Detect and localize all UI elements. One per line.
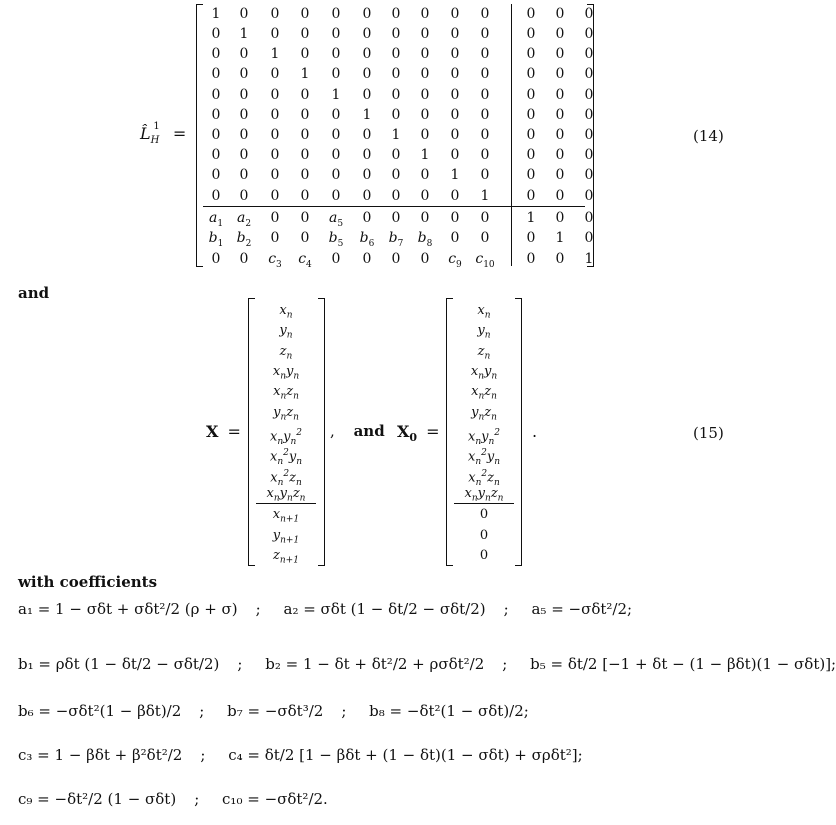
matrix-cell: 0 bbox=[211, 107, 221, 123]
matrix-cell: 1 bbox=[555, 230, 565, 246]
matrix-cell: 0 bbox=[480, 6, 490, 22]
period: . bbox=[532, 422, 538, 441]
matrix-cell: 0 bbox=[391, 210, 401, 226]
matrix-cell: 0 bbox=[480, 66, 490, 82]
matrix-cell: $b_1$ bbox=[208, 230, 224, 249]
matrix-cell: 0 bbox=[391, 167, 401, 183]
matrix-cell: 0 bbox=[420, 26, 430, 42]
matrix-cell: 0 bbox=[480, 167, 490, 183]
coef-line-1: a₁ = 1 − σδt + σδt²/2 (ρ + σ) ; a₂ = σδt (1 − δt/2 − σδt/2) ; a₅ = −σδt²/2; bbox=[18, 600, 633, 618]
matrix-cell: 0 bbox=[420, 127, 430, 143]
coef-c4: c₄ = δt/2 [1 − βδt + (1 − δt)(1 − σδt) + σρδt²]; bbox=[228, 746, 583, 764]
matrix-cell: 1 bbox=[480, 188, 490, 204]
matrix-cell: 0 bbox=[300, 6, 310, 22]
matrix-cell: 0 bbox=[526, 6, 536, 22]
matrix-cell: 0 bbox=[331, 188, 341, 204]
matrix-cell: 0 bbox=[420, 46, 430, 62]
coefficients-heading: with coefficients bbox=[18, 573, 158, 591]
matrix-cell: 0 bbox=[450, 66, 460, 82]
vector-entry: $y_n$ bbox=[279, 323, 293, 341]
vector-entry: $x_nz_n$ bbox=[471, 384, 497, 402]
matrix-cell: 0 bbox=[331, 46, 341, 62]
matrix-cell: 0 bbox=[270, 230, 280, 246]
coef-b8: b₈ = −δt²(1 − σδt)/2; bbox=[369, 702, 529, 720]
matrix-cell: 0 bbox=[450, 87, 460, 103]
matrix-cell: 0 bbox=[362, 26, 372, 42]
matrix-cell: $a_2$ bbox=[236, 210, 252, 229]
matrix-cell: 1 bbox=[526, 210, 536, 226]
matrix-left-bracket bbox=[196, 4, 203, 267]
matrix-cell: 0 bbox=[391, 26, 401, 42]
matrix-cell: 0 bbox=[239, 251, 249, 267]
matrix-cell: 0 bbox=[391, 87, 401, 103]
matrix-cell: 0 bbox=[584, 188, 594, 204]
coef-line-5: c₉ = −δt²/2 (1 − σδt) ; c₁₀ = −σδt²/2. bbox=[18, 790, 328, 808]
matrix-cell: 0 bbox=[300, 87, 310, 103]
matrix-cell: 0 bbox=[270, 167, 280, 183]
matrix-cell: 0 bbox=[270, 147, 280, 163]
matrix-cell: 0 bbox=[239, 87, 249, 103]
matrix-cell: 0 bbox=[420, 87, 430, 103]
coef-b7: b₇ = −σδt³/2 bbox=[227, 702, 324, 720]
matrix-cell: 0 bbox=[300, 46, 310, 62]
comma: , bbox=[330, 422, 335, 440]
matrix-cell: 0 bbox=[300, 167, 310, 183]
matrix-cell: 0 bbox=[270, 87, 280, 103]
vector-entry: $y_{n+1}$ bbox=[272, 528, 300, 546]
matrix-cell: 1 bbox=[450, 167, 460, 183]
x0-subscript: 0 bbox=[409, 431, 418, 445]
lhs-superscript: 1 bbox=[153, 120, 160, 132]
coef-b2: b₂ = 1 − δt + δt²/2 + ρσδt²/2 bbox=[265, 655, 485, 673]
x0-equals: = bbox=[426, 422, 440, 441]
matrix-cell: 0 bbox=[362, 210, 372, 226]
matrix-cell: 0 bbox=[480, 46, 490, 62]
matrix-cell: 0 bbox=[526, 167, 536, 183]
matrix-cell: 0 bbox=[555, 210, 565, 226]
vector-entry: $x_ny_nz_n$ bbox=[266, 486, 306, 504]
matrix-cell: $b_6$ bbox=[359, 230, 375, 249]
coef-a1: a₁ = 1 − σδt + σδt²/2 (ρ + σ) bbox=[18, 600, 238, 618]
matrix-cell: 0 bbox=[239, 127, 249, 143]
matrix-cell: 0 bbox=[270, 66, 280, 82]
matrix-cell: 0 bbox=[584, 147, 594, 163]
matrix-cell: 0 bbox=[526, 46, 536, 62]
middle-connector bbox=[330, 422, 385, 440]
matrix-cell: 0 bbox=[526, 188, 536, 204]
x-equals: = bbox=[227, 422, 241, 441]
matrix-cell: 0 bbox=[331, 167, 341, 183]
vector-entry: $x_n$ bbox=[279, 303, 293, 321]
matrix-cell: 1 bbox=[391, 127, 401, 143]
matrix-cell: 1 bbox=[420, 147, 430, 163]
matrix-cell: $b_7$ bbox=[388, 230, 404, 249]
x0-vector-label bbox=[397, 422, 440, 444]
vector-entry: $x_ny_n$ bbox=[272, 364, 300, 382]
matrix-cell: 1 bbox=[362, 107, 372, 123]
matrix-cell: 0 bbox=[555, 66, 565, 82]
matrix-cell: 0 bbox=[420, 251, 430, 267]
x-symbol: X bbox=[206, 422, 219, 441]
matrix-cell: 0 bbox=[331, 251, 341, 267]
vector-entry: $x_ny_n$ bbox=[470, 364, 498, 382]
coef-a2: a₂ = σδt (1 − δt/2 − σδt/2) bbox=[283, 600, 486, 618]
vector-entry: $x_ny_nz_n$ bbox=[464, 486, 504, 504]
matrix-cell: 0 bbox=[391, 66, 401, 82]
vector-entry: $y_nz_n$ bbox=[273, 405, 299, 423]
matrix-cell: 0 bbox=[331, 147, 341, 163]
matrix-cell: 0 bbox=[300, 188, 310, 204]
matrix-cell: 0 bbox=[270, 107, 280, 123]
coef-line-4: c₃ = 1 − βδt + β²δt²/2 ; c₄ = δt/2 [1 − βδt + (1 − δt)(1 − σδt) + σρδt²]; bbox=[18, 746, 583, 764]
matrix-cell: 0 bbox=[584, 46, 594, 62]
matrix-cell: 0 bbox=[211, 167, 221, 183]
matrix-cell: $a_1$ bbox=[208, 210, 224, 229]
matrix-cell: 0 bbox=[362, 87, 372, 103]
matrix-cell: 0 bbox=[391, 46, 401, 62]
and-text: and bbox=[18, 284, 50, 302]
matrix-cell: 0 bbox=[555, 46, 565, 62]
matrix-cell: 0 bbox=[391, 251, 401, 267]
x0-symbol: X bbox=[397, 422, 410, 441]
matrix-cell: 0 bbox=[420, 107, 430, 123]
matrix-cell: 0 bbox=[362, 66, 372, 82]
coef-c10: c₁₀ = −σδt²/2. bbox=[222, 790, 328, 808]
matrix-cell: 0 bbox=[480, 87, 490, 103]
equation-number-15: (15) bbox=[693, 424, 724, 442]
matrix-cell: 0 bbox=[300, 127, 310, 143]
matrix-cell: 0 bbox=[211, 147, 221, 163]
matrix-horizontal-divider bbox=[203, 206, 585, 207]
matrix-cell: 0 bbox=[211, 188, 221, 204]
matrix-cell: 0 bbox=[331, 6, 341, 22]
vector-entry: $y_nz_n$ bbox=[471, 405, 497, 423]
matrix-lhs bbox=[140, 120, 187, 147]
matrix-cell: 0 bbox=[362, 188, 372, 204]
matrix-cell: 1 bbox=[584, 251, 594, 267]
matrix-cell: 0 bbox=[420, 167, 430, 183]
matrix-cell: 0 bbox=[300, 210, 310, 226]
coef-b6: b₆ = −σδt²(1 − βδt)/2 bbox=[18, 702, 182, 720]
matrix-cell: 0 bbox=[584, 230, 594, 246]
vector-entry: $x_n^2z_n$ bbox=[270, 469, 302, 488]
x-vector-right-bracket bbox=[318, 298, 325, 566]
matrix-cell: 0 bbox=[239, 167, 249, 183]
coef-line-2: b₁ = ρδt (1 − δt/2 − σδt/2) ; b₂ = 1 − δt + δt²/2 + ρσδt²/2 ; b₅ = δt/2 [−1 + δt − (1 − βδt)(1 − σδt)]; bbox=[18, 655, 836, 673]
matrix-cell: $a_5$ bbox=[328, 210, 344, 229]
vector-entry: $z_n$ bbox=[477, 344, 491, 362]
matrix-cell: 0 bbox=[526, 251, 536, 267]
matrix-cell: 0 bbox=[555, 251, 565, 267]
matrix-cell: 0 bbox=[270, 188, 280, 204]
matrix-cell: 0 bbox=[526, 147, 536, 163]
matrix-cell: 0 bbox=[555, 107, 565, 123]
matrix-cell: 0 bbox=[480, 127, 490, 143]
matrix-cell: 0 bbox=[362, 46, 372, 62]
vector-entry: 0 bbox=[479, 528, 489, 543]
matrix-cell: 0 bbox=[239, 188, 249, 204]
vector-entry: $x_{n+1}$ bbox=[272, 507, 300, 525]
matrix-cell: 0 bbox=[555, 127, 565, 143]
matrix-cell: 0 bbox=[450, 26, 460, 42]
matrix-cell: $c_{10}$ bbox=[475, 251, 495, 270]
matrix-cell: 0 bbox=[480, 230, 490, 246]
matrix-cell: 1 bbox=[331, 87, 341, 103]
matrix-cell: 0 bbox=[555, 167, 565, 183]
x0-vector-left-bracket bbox=[446, 298, 453, 566]
matrix-cell: 0 bbox=[331, 66, 341, 82]
matrix-cell: 0 bbox=[300, 26, 310, 42]
coef-line-3: b₆ = −σδt²(1 − βδt)/2 ; b₇ = −σδt³/2 ; b₈ = −δt²(1 − σδt)/2; bbox=[18, 702, 529, 720]
matrix-cell: 0 bbox=[362, 127, 372, 143]
matrix-cell: 0 bbox=[331, 127, 341, 143]
middle-and-text: and bbox=[353, 422, 385, 440]
matrix-cell: 0 bbox=[300, 107, 310, 123]
vector-entry: $x_n^2z_n$ bbox=[468, 469, 500, 488]
matrix-cell: 0 bbox=[391, 188, 401, 204]
matrix-cell: 0 bbox=[450, 230, 460, 246]
matrix-cell: 0 bbox=[331, 107, 341, 123]
vector-entry: $y_n$ bbox=[477, 323, 491, 341]
x0-vector-right-bracket bbox=[515, 298, 522, 566]
matrix-cell: 1 bbox=[300, 66, 310, 82]
matrix-cell: 0 bbox=[391, 147, 401, 163]
x-vector-label bbox=[206, 422, 241, 441]
matrix-cell: 0 bbox=[584, 26, 594, 42]
matrix-cell: 0 bbox=[239, 147, 249, 163]
coef-a5: a₅ = −σδt²/2; bbox=[531, 600, 633, 618]
coef-b1: b₁ = ρδt (1 − δt/2 − σδt/2) bbox=[18, 655, 220, 673]
matrix-cell: 0 bbox=[480, 147, 490, 163]
matrix-cell: 0 bbox=[555, 147, 565, 163]
matrix-cell: 0 bbox=[555, 6, 565, 22]
matrix-cell: 0 bbox=[239, 107, 249, 123]
matrix-cell: 0 bbox=[211, 87, 221, 103]
matrix-cell: 0 bbox=[584, 87, 594, 103]
matrix-cell: 1 bbox=[211, 6, 221, 22]
matrix-cell: 0 bbox=[211, 251, 221, 267]
matrix-cell: 0 bbox=[420, 188, 430, 204]
matrix-cell: $c_9$ bbox=[448, 251, 462, 270]
matrix-cell: 0 bbox=[450, 188, 460, 204]
matrix-cell: 0 bbox=[584, 107, 594, 123]
matrix-cell: 0 bbox=[211, 46, 221, 62]
vector-entry: $x_n^2y_n$ bbox=[467, 448, 501, 467]
matrix-cell: 0 bbox=[270, 127, 280, 143]
matrix-cell: $b_8$ bbox=[417, 230, 433, 249]
matrix-cell: 0 bbox=[555, 87, 565, 103]
coef-b5: b₅ = δt/2 [−1 + δt − (1 − βδt)(1 − σδt)]; bbox=[530, 655, 836, 673]
matrix-cell: $c_3$ bbox=[268, 251, 282, 270]
lhs-symbol: L̂ bbox=[140, 124, 151, 143]
matrix-cell: 0 bbox=[211, 66, 221, 82]
equation-number-14: (14) bbox=[693, 127, 724, 145]
matrix-cell: 0 bbox=[420, 6, 430, 22]
matrix-cell: 1 bbox=[270, 46, 280, 62]
matrix-cell: 0 bbox=[239, 6, 249, 22]
matrix-cell: 0 bbox=[450, 147, 460, 163]
lhs-subscript: H bbox=[150, 135, 160, 147]
matrix-cell: 0 bbox=[270, 6, 280, 22]
lhs-equals: = bbox=[172, 124, 187, 143]
coef-c3: c₃ = 1 − βδt + β²δt²/2 bbox=[18, 746, 183, 764]
matrix-vertical-divider bbox=[511, 4, 512, 266]
vector-entry: 0 bbox=[479, 507, 489, 522]
vector-entry: 0 bbox=[479, 548, 489, 563]
matrix-cell: 0 bbox=[362, 6, 372, 22]
matrix-cell: 0 bbox=[420, 66, 430, 82]
matrix-cell: 0 bbox=[555, 26, 565, 42]
matrix-cell: 0 bbox=[450, 6, 460, 22]
matrix-cell: 0 bbox=[480, 26, 490, 42]
matrix-cell: 0 bbox=[526, 127, 536, 143]
matrix-cell: 0 bbox=[211, 127, 221, 143]
matrix-cell: 0 bbox=[362, 147, 372, 163]
vector-entry: $x_nz_n$ bbox=[273, 384, 299, 402]
matrix-cell: 0 bbox=[211, 26, 221, 42]
vector-entry: $x_n^2y_n$ bbox=[269, 448, 303, 467]
matrix-cell: $b_2$ bbox=[236, 230, 252, 249]
vector-entry: $x_n$ bbox=[477, 303, 491, 321]
matrix-cell: 0 bbox=[584, 66, 594, 82]
matrix-cell: 0 bbox=[584, 127, 594, 143]
matrix-cell: 0 bbox=[362, 167, 372, 183]
matrix-cell: 0 bbox=[270, 26, 280, 42]
matrix-cell: 0 bbox=[584, 210, 594, 226]
matrix-cell: 0 bbox=[480, 210, 490, 226]
matrix-cell: 0 bbox=[331, 26, 341, 42]
matrix-cell: 0 bbox=[270, 210, 280, 226]
matrix-cell: 0 bbox=[239, 66, 249, 82]
matrix-cell: 0 bbox=[526, 107, 536, 123]
matrix-cell: 1 bbox=[239, 26, 249, 42]
matrix-cell: 0 bbox=[450, 127, 460, 143]
matrix-cell: $c_4$ bbox=[298, 251, 312, 270]
coef-c9: c₉ = −δt²/2 (1 − σδt) bbox=[18, 790, 177, 808]
matrix-cell: 0 bbox=[420, 210, 430, 226]
matrix-cell: 0 bbox=[584, 167, 594, 183]
matrix-cell: 0 bbox=[526, 26, 536, 42]
matrix-cell: 0 bbox=[391, 6, 401, 22]
matrix-cell: 0 bbox=[584, 6, 594, 22]
matrix-cell: 0 bbox=[239, 46, 249, 62]
matrix-cell: 0 bbox=[526, 66, 536, 82]
matrix-cell: 0 bbox=[391, 107, 401, 123]
matrix-cell: 0 bbox=[450, 210, 460, 226]
matrix-cell: 0 bbox=[555, 188, 565, 204]
matrix-cell: 0 bbox=[450, 46, 460, 62]
vector-entry: $z_{n+1}$ bbox=[273, 548, 299, 566]
x-vector-left-bracket bbox=[248, 298, 255, 566]
vector-entry: $x_ny_n^2$ bbox=[467, 428, 501, 447]
matrix-cell: 0 bbox=[450, 107, 460, 123]
vector-entry: $x_ny_n^2$ bbox=[269, 428, 303, 447]
matrix-cell: 0 bbox=[300, 230, 310, 246]
matrix-cell: $b_5$ bbox=[328, 230, 344, 249]
matrix-cell: 0 bbox=[300, 147, 310, 163]
matrix-cell: 0 bbox=[526, 87, 536, 103]
matrix-cell: 0 bbox=[480, 107, 490, 123]
matrix-cell: 0 bbox=[362, 251, 372, 267]
vector-entry: $z_n$ bbox=[279, 344, 293, 362]
matrix-cell: 0 bbox=[526, 230, 536, 246]
